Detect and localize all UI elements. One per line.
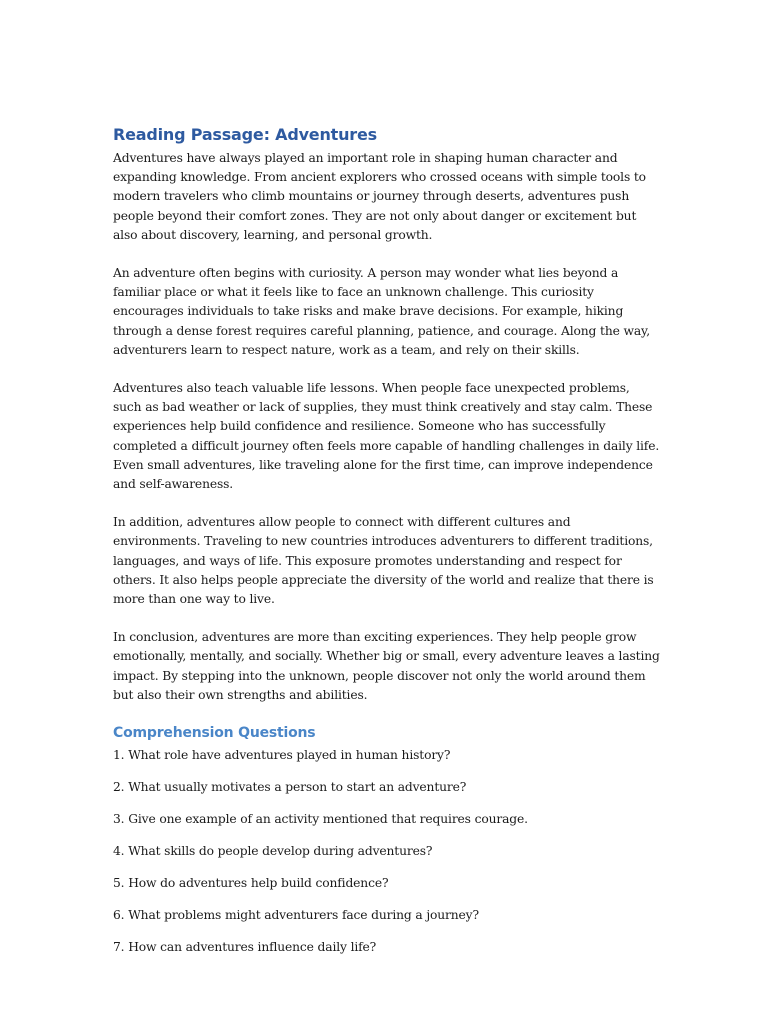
question-item: 4. What skills do people develop during adventures? [113, 844, 433, 859]
question-item: 7. How can adventures influence daily life? [113, 940, 377, 955]
page-title: Reading Passage: Adventures [113, 125, 377, 144]
question-item: 6. What problems might adventurers face during a journey? [113, 908, 479, 923]
question-item: 2. What usually motivates a person to start an adventure? [113, 780, 467, 795]
questions-heading: Comprehension Questions [113, 725, 316, 742]
question-item: 5. How do adventures help build confidence? [113, 876, 389, 891]
document-page [113, 124, 661, 970]
paragraph-2: An adventure often begins with curiosity. A person may wonder what lies beyond a familiar place or what it feels like to face an unknown challenge. This curiosity encourages individuals to take risks and make brave decisions. For example, hiking through a dense forest requires careful planning, patience, and courage. Along the way, adventurers learn to respect nature, work as a team, and rely on their skills. [113, 266, 650, 357]
paragraph-3: Adventures also teach valuable life lessons. When people face unexpected problems, such as bad weather or lack of supplies, they must think creatively and stay calm. These experiences help build confidence and resilience. Someone who has successfully completed a difficult journey often feels more capable of handling challenges in daily life. Even small adventures, like traveling alone for the first time, can improve independence and self-awareness. [113, 381, 660, 492]
paragraph-4: In addition, adventures allow people to connect with different cultures and environments. Traveling to new countries introduces adventurers to different traditions, languages, and ways of life. This exposure promotes understanding and respect for others. It also helps people appreciate the diversity of the world and realize that there is more than one way to live. [113, 515, 654, 607]
paragraph-1: Adventures have always played an important role in shaping human character and expanding knowledge. From ancient explorers who crossed oceans with simple tools to modern travelers who climb mountains or journey through deserts, adventures push people beyond their comfort zones. They are not only about danger or excitement but also about discovery, learning, and personal growth. [113, 151, 646, 242]
paragraph-5: In conclusion, adventures are more than exciting experiences. They help people grow emotionally, mentally, and socially. Whether big or small, every adventure leaves a lasting impact. By stepping into the unknown, people discover not only the world around them but also their own strengths and abilities. [113, 630, 660, 702]
question-item: 3. Give one example of an activity mentioned that requires courage. [113, 812, 528, 827]
question-item: 1. What role have adventures played in human history? [113, 748, 451, 763]
questions-list [113, 746, 661, 957]
